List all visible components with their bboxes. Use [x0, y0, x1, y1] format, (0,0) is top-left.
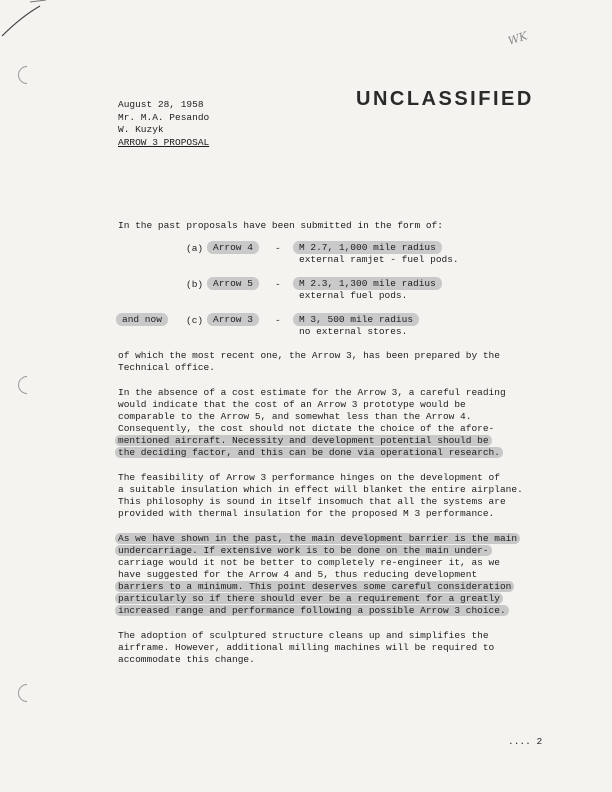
proposal-dash: -: [275, 279, 281, 290]
text-line: accommodate this change.: [118, 654, 255, 665]
proposal-prefix: and now: [116, 313, 168, 326]
memo-date: August 28, 1958: [118, 99, 204, 110]
text-line: provided with thermal insulation for the proposed M 3 performance.: [118, 508, 495, 519]
proposal-detail: external ramjet - fuel pods.: [299, 254, 459, 265]
proposal-dash: -: [275, 243, 281, 254]
handwritten-initials: WK: [506, 29, 530, 48]
memo-recipient: Mr. M.A. Pesando: [118, 111, 210, 123]
pen-mark: [0, 0, 60, 40]
text-line: a suitable insulation which in effect will blanket the entire airplane.: [118, 484, 523, 495]
highlighted-line: undercarriage. If extensive work is to be done on the main under-: [115, 545, 492, 556]
proposal-detail: no external stores.: [299, 326, 408, 337]
text-line: This philosophy is sound in itself insomuch that all the systems are: [118, 496, 506, 507]
page-number: .... 2: [508, 736, 543, 747]
binder-hole: [14, 62, 39, 87]
text-line: have suggested for the Arrow 4 and 5, thus reducing development: [118, 569, 478, 580]
memo-subject: ARROW 3 PROPOSAL: [118, 136, 210, 148]
binder-hole: [14, 680, 39, 705]
text-line: of which the most recent one, the Arrow 3, has been prepared by the: [118, 350, 500, 361]
proposal-name: Arrow 3: [207, 313, 259, 326]
classification-stamp: UNCLASSIFIED: [356, 88, 534, 110]
proposal-letter: (a): [186, 243, 204, 254]
text-line: In the absence of a cost estimate for the Arrow 3, a careful reading: [118, 387, 506, 398]
binder-hole: [14, 372, 39, 397]
proposal-spec: M 3, 500 mile radius: [293, 313, 419, 326]
proposal-spec: M 2.3, 1,300 mile radius: [293, 277, 442, 290]
highlighted-line: particularly so if there should ever be a requirement for a greatly: [115, 593, 503, 604]
highlighted-line: the deciding factor, and this can be done via operational research.: [115, 447, 503, 458]
text-line: would indicate that the cost of an Arrow 3 prototype would be: [118, 399, 466, 410]
text-line: The adoption of sculptured structure cleans up and simplifies the: [118, 630, 489, 641]
proposal-detail: external fuel pods.: [299, 290, 408, 301]
text-line: airframe. However, additional milling machines will be required to: [118, 642, 495, 653]
proposal-name: Arrow 5: [207, 277, 259, 290]
memo-header: [118, 99, 209, 149]
memo-sender: W. Kuzyk: [118, 124, 164, 135]
proposal-dash: -: [275, 315, 281, 326]
text-line: Consequently, the cost should not dictate the choice of the afore-: [118, 423, 495, 434]
proposal-letter: (c): [186, 315, 204, 326]
proposal-spec: M 2.7, 1,000 mile radius: [293, 241, 442, 254]
text-line: Technical office.: [118, 362, 215, 373]
text-line: The feasibility of Arrow 3 performance hinges on the development of: [118, 472, 500, 483]
text-line: carriage would it not be better to completely re-engineer it, as we: [118, 557, 500, 568]
text-line: comparable to the Arrow 5, and somewhat less than the Arrow 4.: [118, 411, 472, 422]
highlighted-line: mentioned aircraft. Necessity and development potential should be: [115, 435, 492, 446]
proposal-name: Arrow 4: [207, 241, 259, 254]
highlighted-line: As we have shown in the past, the main development barrier is the main: [115, 533, 520, 544]
highlighted-line: barriers to a minimum. This point deserves some careful consideration: [115, 581, 514, 592]
highlighted-line: increased range and performance following a possible Arrow 3 choice.: [115, 605, 509, 616]
intro-text: In the past proposals have been submitted in the form of:: [118, 220, 443, 231]
proposal-letter: (b): [186, 279, 204, 290]
